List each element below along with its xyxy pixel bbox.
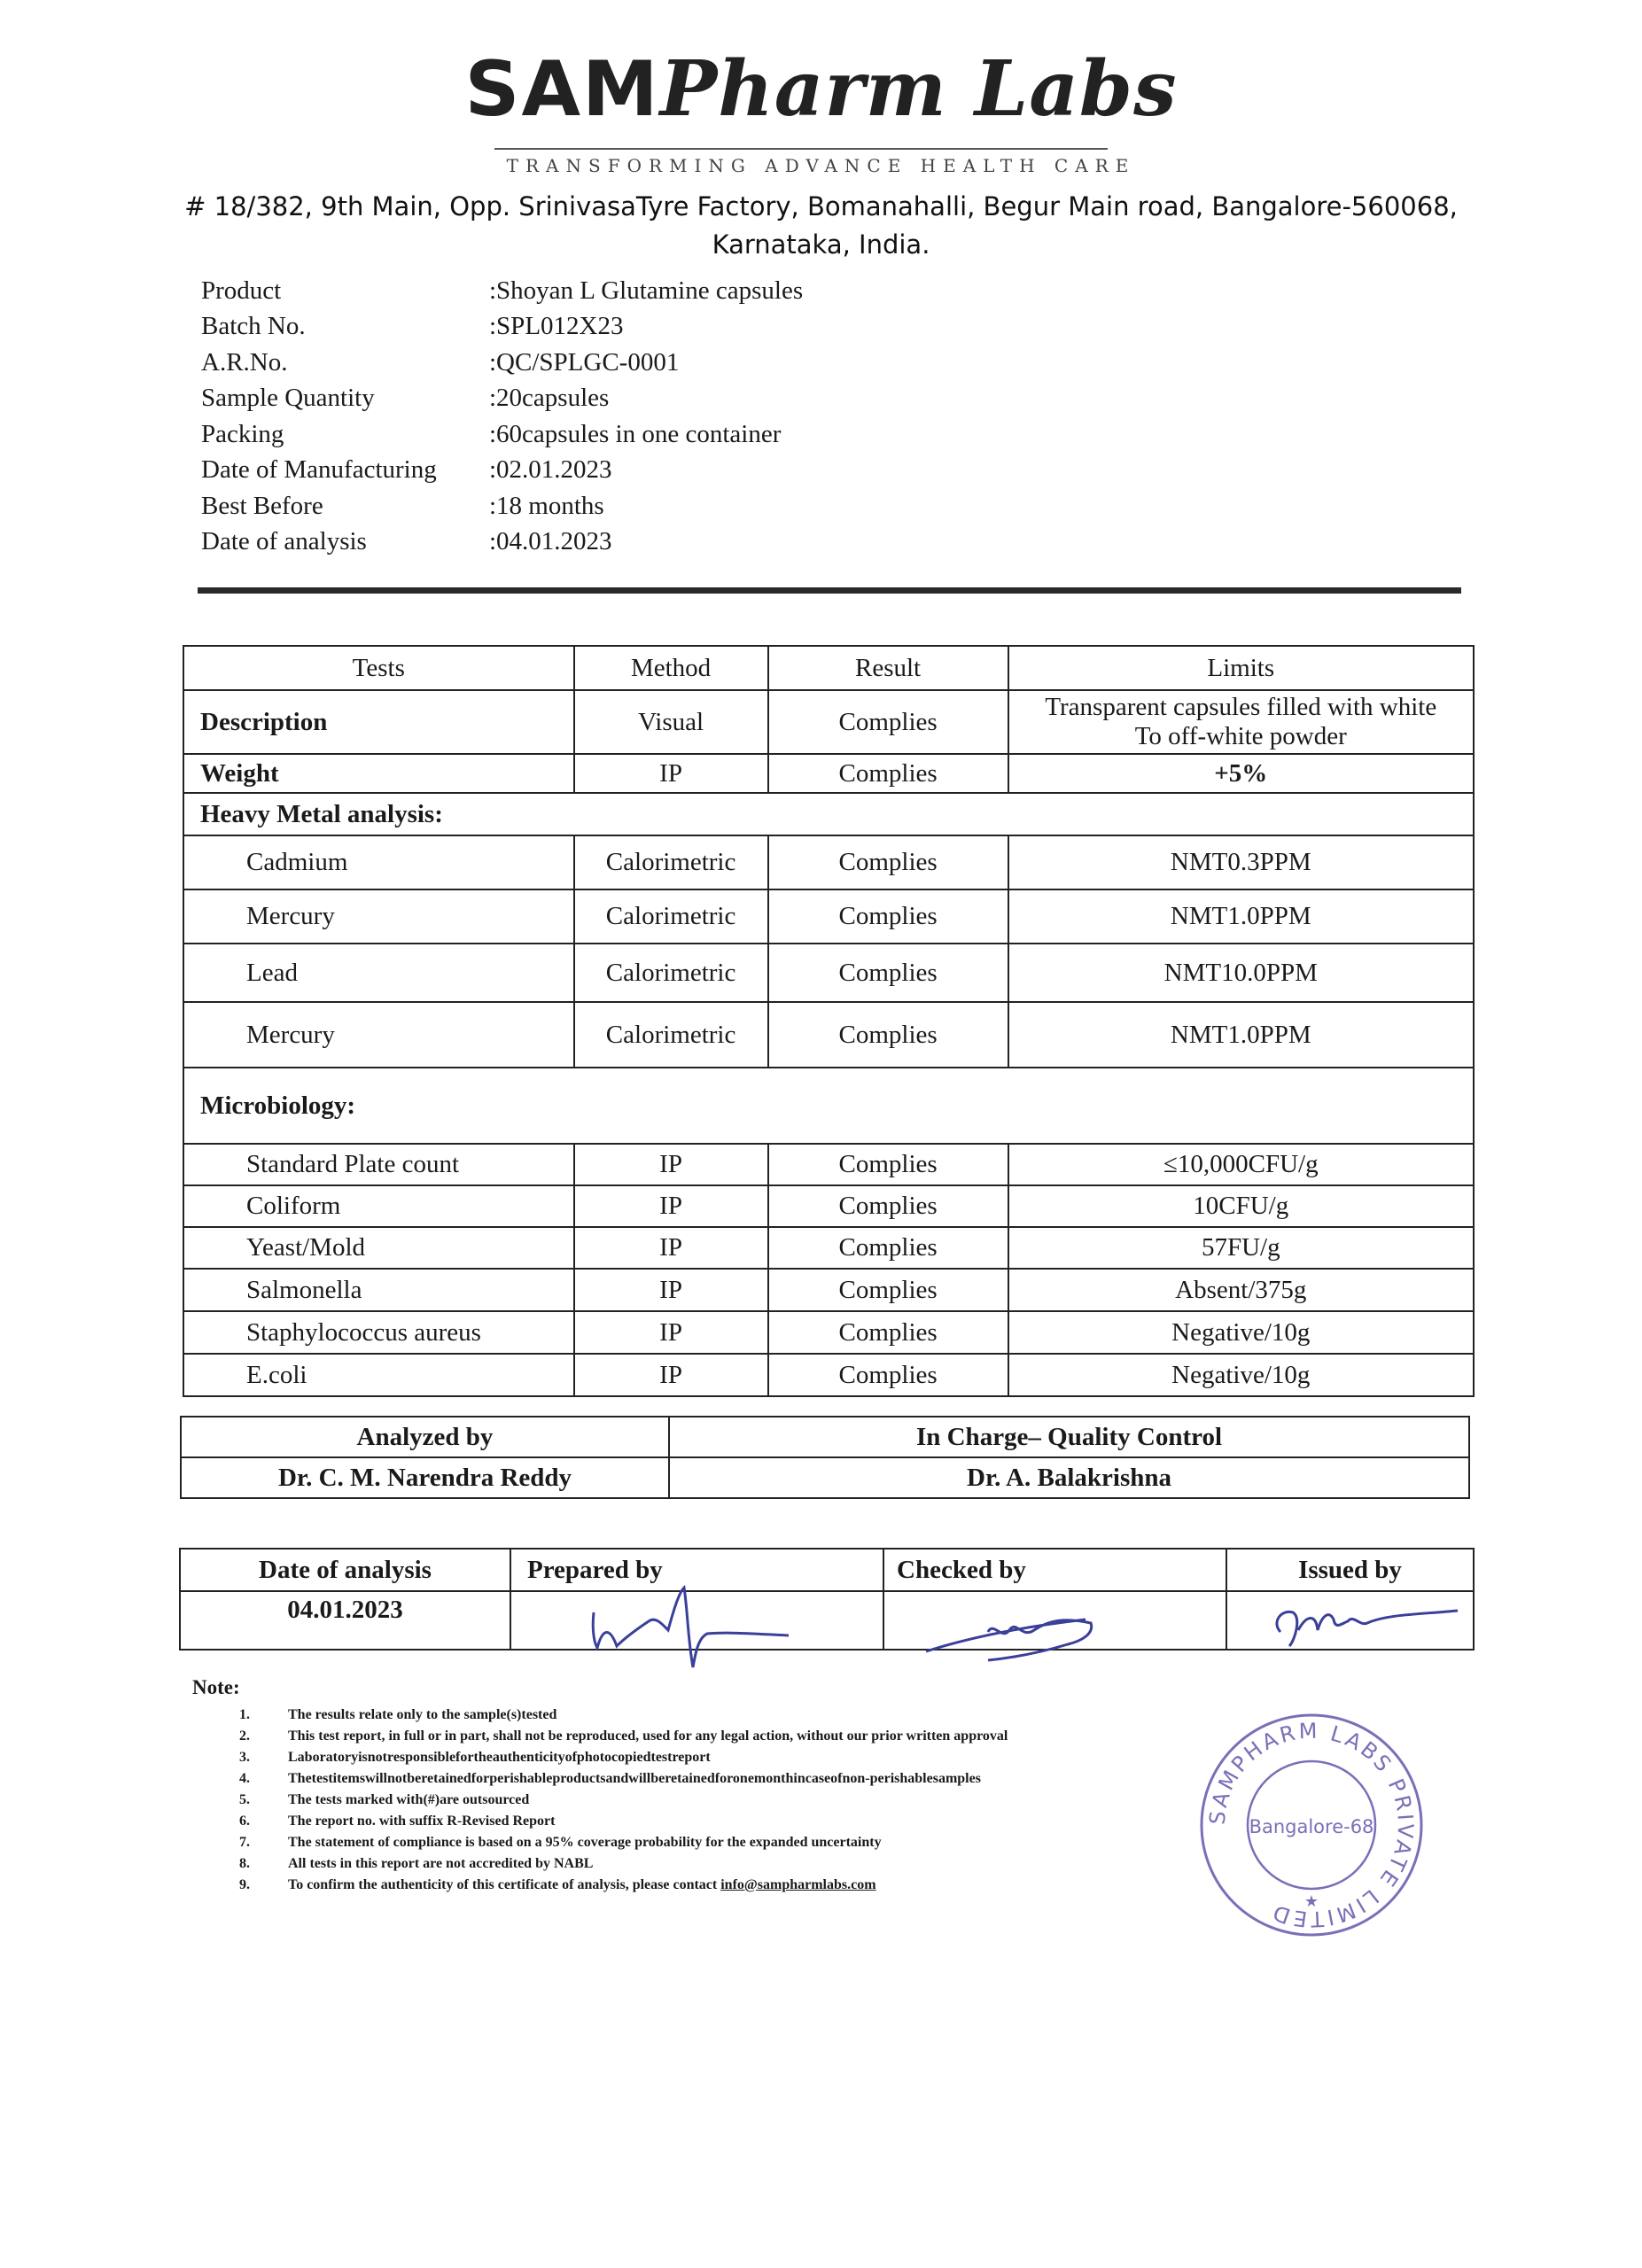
info-label: Sample Quantity: [201, 384, 375, 413]
results-table: [183, 645, 1475, 1397]
note-item: [239, 1853, 1263, 1875]
note-number: 1.: [239, 1707, 250, 1722]
note-text: The results relate only to the sample(s)tested: [288, 1707, 557, 1722]
issued-by-label: Issued by: [1226, 1549, 1474, 1591]
info-value: :SPL012X23: [489, 312, 624, 341]
test-name: Cadmium: [183, 835, 574, 889]
test-result: Complies: [768, 1144, 1008, 1185]
analyzed-by-name: Dr. C. M. Narendra Reddy: [181, 1457, 669, 1498]
stamp-ring-text: SAMPHARM LABS PRIVATE LIMITED: [1204, 1718, 1419, 1932]
checked-by-signature: [917, 1595, 1148, 1674]
limit-line-2: To off-white powder: [1134, 722, 1347, 750]
info-row: [201, 309, 1287, 346]
header-result: Result: [768, 646, 1008, 690]
note-item: [239, 1726, 1263, 1747]
test-name: Weight: [183, 754, 574, 793]
test-name: Yeast/Mold: [183, 1227, 574, 1269]
test-result: Complies: [768, 690, 1008, 754]
info-value: :20capsules: [489, 384, 610, 413]
section-row: [183, 793, 1474, 835]
info-label: Packing: [201, 419, 284, 448]
note-item: [239, 1768, 1263, 1790]
test-result: Complies: [768, 835, 1008, 889]
table-row: [183, 754, 1474, 793]
stamp-center-text: Bangalore-68: [1249, 1816, 1374, 1837]
header-limits: Limits: [1008, 646, 1474, 690]
table-row: [183, 690, 1474, 754]
test-method: Calorimetric: [574, 889, 768, 944]
test-method: Calorimetric: [574, 1002, 768, 1068]
info-row: [201, 524, 1287, 561]
info-row: [201, 453, 1287, 489]
test-limit: ≤10,000CFU/g: [1008, 1144, 1474, 1185]
test-name: Mercury: [183, 889, 574, 944]
star-icon: ★: [1303, 1892, 1319, 1911]
info-label: A.R.No.: [201, 347, 288, 377]
company-logo: [0, 44, 1642, 134]
notes-title: Note:: [192, 1676, 240, 1698]
date-of-analysis-label: Date of analysis: [180, 1549, 510, 1591]
header-method: Method: [574, 646, 768, 690]
note-text: Laboratoryisnotresponsiblefortheauthenticityofphotocopiedtestreport: [288, 1750, 711, 1765]
tagline: TRANSFORMING ADVANCE HEALTH CARE: [506, 155, 1136, 176]
note-item: [239, 1832, 1263, 1853]
info-label: Product: [201, 276, 282, 305]
test-method: IP: [574, 1144, 768, 1185]
checked-by-label: Checked by: [883, 1549, 1226, 1591]
info-value: :18 months: [489, 491, 604, 520]
note-text: The statement of compliance is based on a 95% coverage probability for the expanded uncertainty: [288, 1835, 882, 1850]
test-method: Visual: [574, 690, 768, 754]
note-number: 8.: [239, 1856, 250, 1871]
section-row: [183, 1068, 1474, 1144]
note-item: [239, 1790, 1263, 1811]
info-label: Date of analysis: [201, 527, 367, 556]
info-value: :QC/SPLGC-0001: [489, 347, 680, 377]
test-result: Complies: [768, 1002, 1008, 1068]
address-line-1: # 18/382, 9th Main, Opp. SrinivasaTyre Factory, Bomanahalli, Begur Main road, Bangalore-560068,: [184, 191, 1458, 221]
product-info: [201, 273, 1287, 560]
info-row: [201, 273, 1287, 309]
analyst-table: [180, 1416, 1470, 1499]
issued-by-signature: [1263, 1588, 1475, 1667]
test-limit: Negative/10g: [1008, 1311, 1474, 1354]
info-label: Date of Manufacturing: [201, 455, 437, 485]
info-row: [201, 345, 1287, 381]
test-method: Calorimetric: [574, 835, 768, 889]
table-row: [183, 1269, 1474, 1311]
company-address: [133, 188, 1509, 264]
table-row: [183, 1144, 1474, 1185]
info-value: :Shoyan L Glutamine capsules: [489, 276, 804, 305]
test-limit: Absent/375g: [1008, 1269, 1474, 1311]
logo-script-text: Pharm Labs: [659, 44, 1178, 134]
test-method: IP: [574, 754, 768, 793]
incharge-name: Dr. A. Balakrishna: [669, 1457, 1469, 1498]
test-method: Calorimetric: [574, 944, 768, 1002]
info-label: Batch No.: [201, 312, 306, 341]
test-name: Coliform: [183, 1185, 574, 1227]
table-row: [183, 1354, 1474, 1396]
note-item: [239, 1811, 1263, 1832]
test-name: E.coli: [183, 1354, 574, 1396]
date-of-analysis-value: 04.01.2023: [180, 1591, 510, 1650]
logo-bold-text: SAM: [464, 45, 660, 134]
test-limit: NMT1.0PPM: [1008, 1002, 1474, 1068]
test-limit: [1008, 690, 1474, 754]
analyst-name-row: [181, 1457, 1469, 1498]
note-item: [239, 1747, 1263, 1768]
test-result: Complies: [768, 754, 1008, 793]
limit-line-1: Transparent capsules filled with white: [1045, 693, 1437, 721]
test-limit: NMT10.0PPM: [1008, 944, 1474, 1002]
contact-email-link[interactable]: info@sampharmlabs.com: [720, 1877, 876, 1892]
analyzed-by-label: Analyzed by: [181, 1417, 669, 1457]
test-name: Staphylococcus aureus: [183, 1311, 574, 1354]
note-item: [239, 1705, 1263, 1726]
company-stamp: [1196, 1710, 1427, 1940]
prepared-by-label: Prepared by: [510, 1549, 883, 1591]
table-row: [183, 1311, 1474, 1354]
note-number: 2.: [239, 1728, 250, 1744]
note-text: The report no. with suffix R-Revised Report: [288, 1814, 556, 1829]
test-method: IP: [574, 1185, 768, 1227]
note-text: The tests marked with(#)are outsourced: [288, 1792, 530, 1807]
note-contact-text: To confirm the authenticity of this certificate of analysis, please contact: [288, 1877, 721, 1892]
note-item: [239, 1875, 1263, 1896]
analyst-label-row: [181, 1417, 1469, 1457]
microbiology-title: Microbiology:: [183, 1068, 1474, 1144]
test-method: IP: [574, 1311, 768, 1354]
info-row: [201, 381, 1287, 417]
test-limit: NMT0.3PPM: [1008, 835, 1474, 889]
info-value: :60capsules in one container: [489, 419, 782, 448]
note-number: 7.: [239, 1835, 250, 1850]
address-line-2: Karnataka, India.: [712, 229, 930, 260]
test-result: Complies: [768, 944, 1008, 1002]
table-header-row: [183, 646, 1474, 690]
prepared-by-signature: [567, 1575, 851, 1682]
test-name: Lead: [183, 944, 574, 1002]
table-row: [183, 889, 1474, 944]
test-limit: 57FU/g: [1008, 1227, 1474, 1269]
test-limit: Negative/10g: [1008, 1354, 1474, 1396]
table-row: [183, 944, 1474, 1002]
test-name: Salmonella: [183, 1269, 574, 1311]
test-limit: 10CFU/g: [1008, 1185, 1474, 1227]
info-label: Best Before: [201, 491, 323, 520]
test-method: IP: [574, 1354, 768, 1396]
note-number: 6.: [239, 1814, 250, 1829]
test-method: IP: [574, 1227, 768, 1269]
note-number: 4.: [239, 1771, 250, 1786]
table-row: [183, 1185, 1474, 1227]
info-value: :04.01.2023: [489, 527, 612, 556]
section-divider: [198, 587, 1461, 594]
test-limit: NMT1.0PPM: [1008, 889, 1474, 944]
note-number: 3.: [239, 1750, 250, 1765]
tagline-rule: [494, 148, 1108, 150]
header-tests: Tests: [183, 646, 574, 690]
test-name: Standard Plate count: [183, 1144, 574, 1185]
table-row: [183, 1002, 1474, 1068]
test-result: Complies: [768, 1185, 1008, 1227]
test-result: Complies: [768, 1269, 1008, 1311]
info-value: :02.01.2023: [489, 455, 612, 485]
note-number: 5.: [239, 1792, 250, 1807]
test-result: Complies: [768, 1311, 1008, 1354]
test-result: Complies: [768, 889, 1008, 944]
notes-list: [239, 1705, 1263, 1896]
note-text: All tests in this report are not accredited by NABL: [288, 1856, 594, 1871]
test-method: IP: [574, 1269, 768, 1311]
test-limit: +5%: [1008, 754, 1474, 793]
note-text: Thetestitemswillnotberetainedforperishableproductsandwillberetainedforonemonthincaseofnon-perishablesamples: [288, 1771, 981, 1786]
incharge-label: In Charge– Quality Control: [669, 1417, 1469, 1457]
info-row: [201, 416, 1287, 453]
test-name: Mercury: [183, 1002, 574, 1068]
note-text: [288, 1877, 1263, 1893]
note-text: This test report, in full or in part, shall not be reproduced, used for any legal action, without our prior written approval: [288, 1728, 1008, 1744]
table-row: [183, 1227, 1474, 1269]
heavy-metal-title: Heavy Metal analysis:: [183, 793, 1474, 835]
test-result: Complies: [768, 1354, 1008, 1396]
table-row: [183, 835, 1474, 889]
note-number: 9.: [239, 1877, 250, 1892]
test-name: Description: [183, 690, 574, 754]
info-row: [201, 488, 1287, 524]
test-result: Complies: [768, 1227, 1008, 1269]
